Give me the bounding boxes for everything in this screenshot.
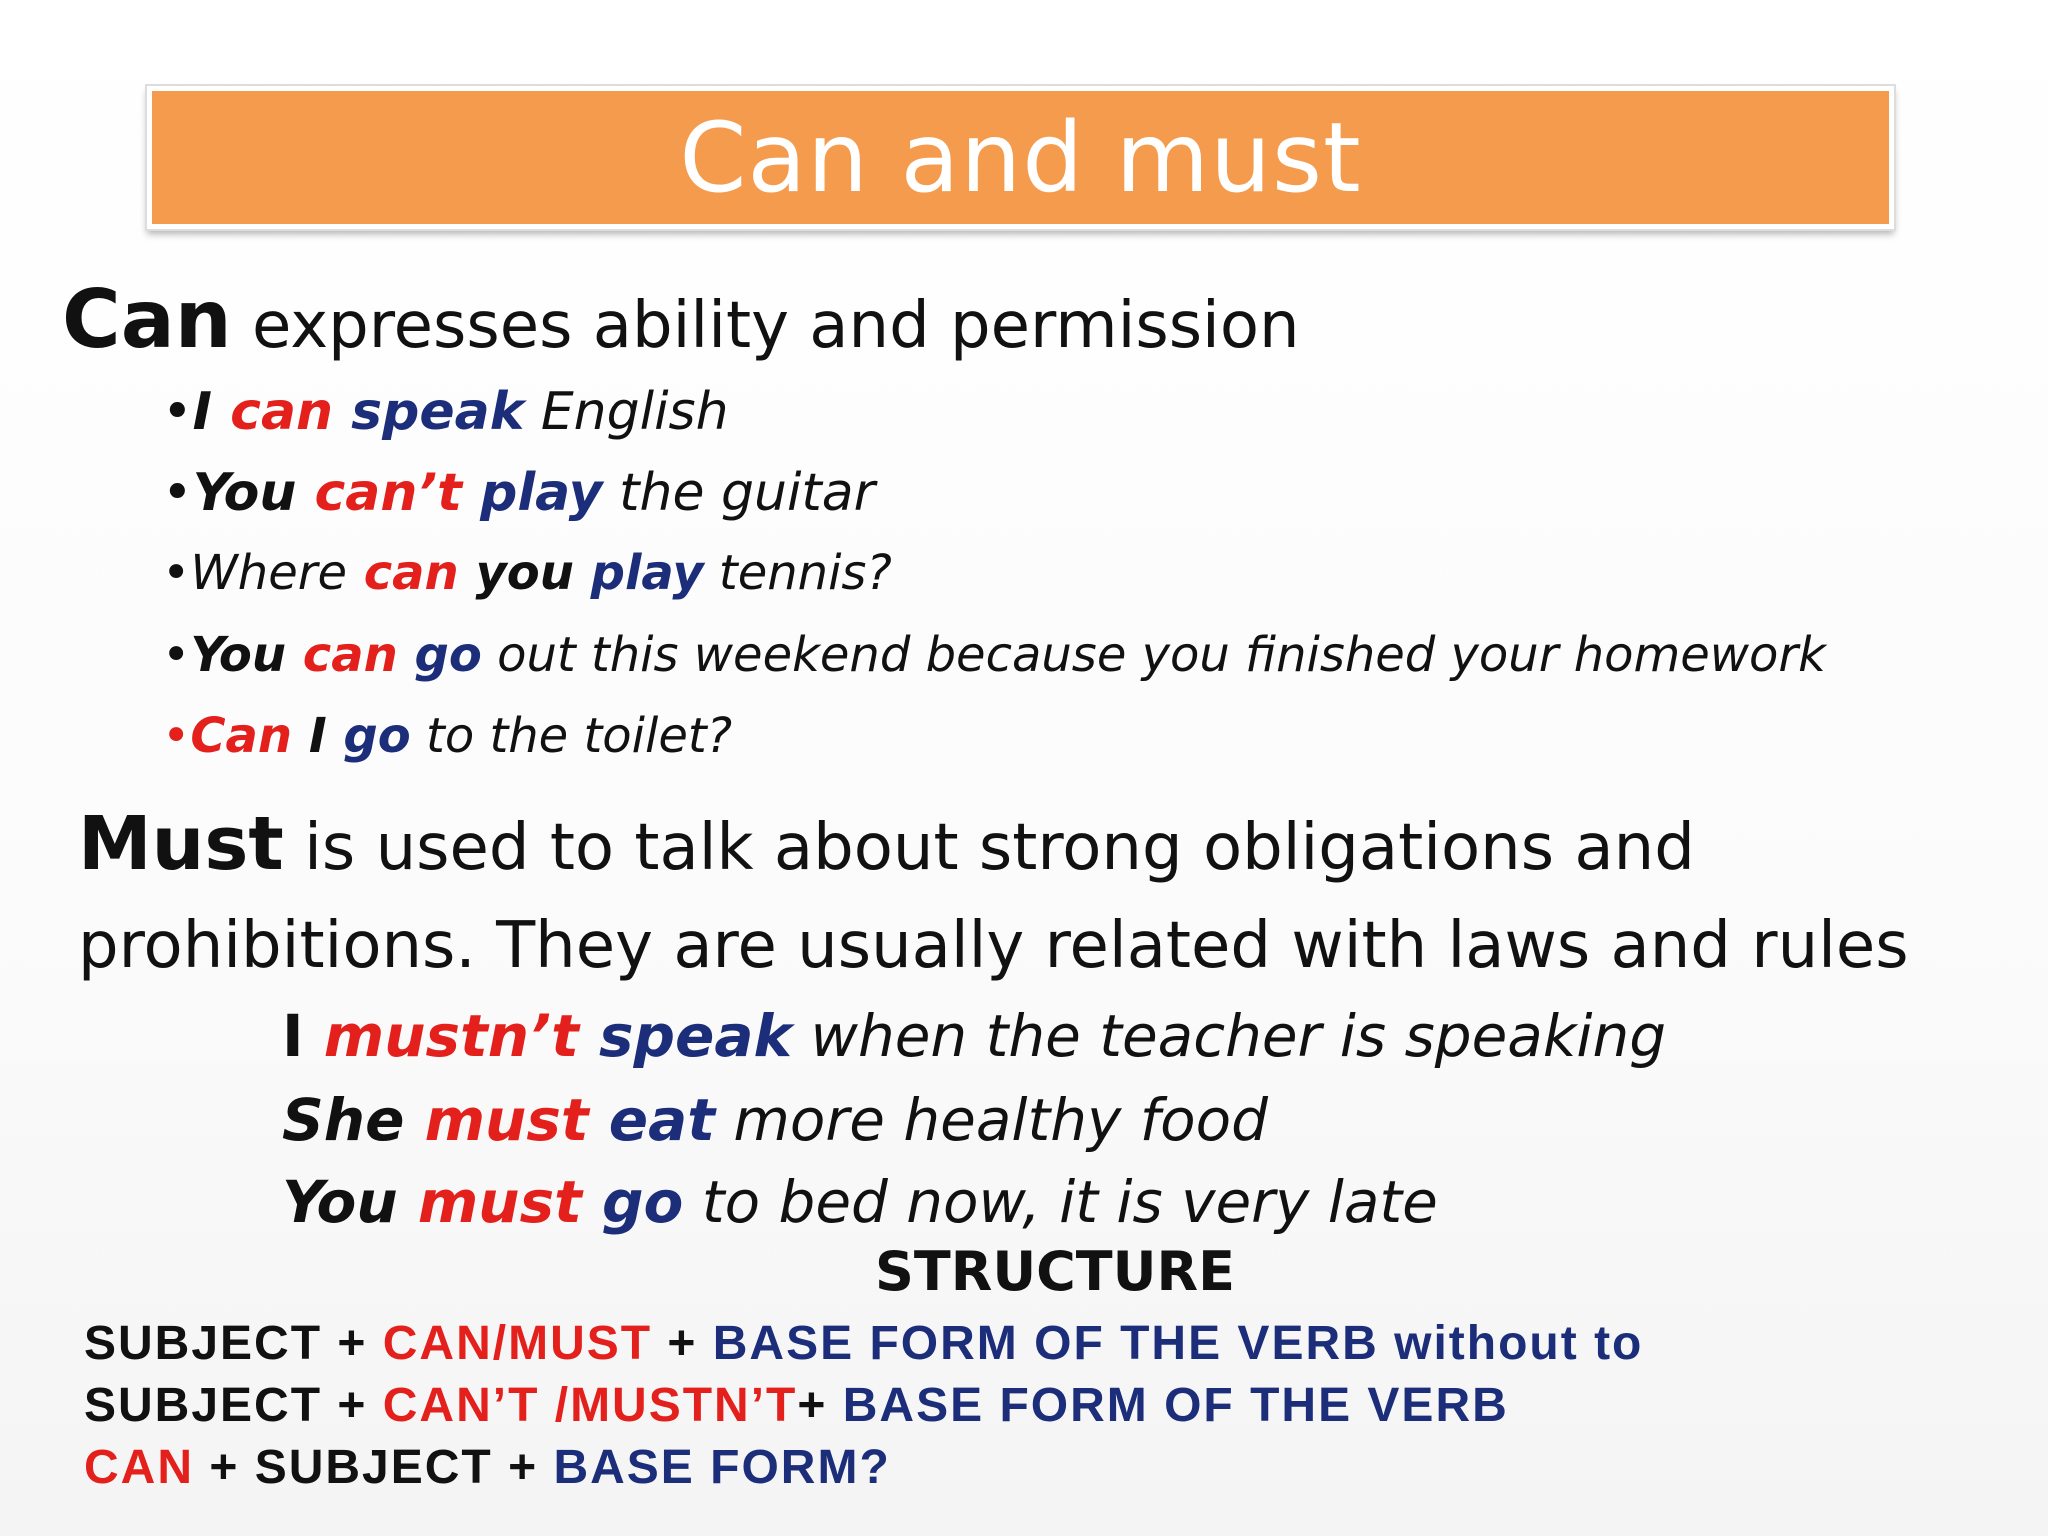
must-keyword: Must: [78, 801, 284, 887]
can-example-3: •Where can you play tennis?: [162, 545, 892, 601]
must-example-3: You must go to bed now, it is very late: [282, 1168, 1438, 1236]
can-example-2: •You can’t play the guitar: [162, 463, 876, 523]
must-heading: [78, 795, 2038, 995]
bullet-icon: •: [162, 382, 193, 442]
bullet-icon: •: [162, 627, 191, 683]
can-keyword: Can: [62, 273, 232, 366]
structure-title: STRUCTURE: [875, 1240, 1235, 1303]
can-description: expresses ability and permission: [231, 289, 1300, 363]
title-banner: [152, 91, 1889, 224]
must-example-1: I mustn’t speak when the teacher is speaking: [282, 1002, 1667, 1070]
bullet-icon: •: [162, 463, 193, 523]
structure-rule-3: CAN + SUBJECT + BASE FORM?: [84, 1441, 891, 1494]
structure-rule-1: SUBJECT + CAN/MUST + BASE FORM OF THE VERB without to: [84, 1317, 1644, 1370]
can-example-1: •I can speak English: [162, 382, 729, 442]
bullet-icon: •: [162, 545, 191, 601]
structure-rule-2: SUBJECT + CAN’T /MUSTN’T+ BASE FORM OF THE VERB: [84, 1379, 1509, 1432]
must-example-2: She must eat more healthy food: [282, 1086, 1268, 1154]
can-heading: [62, 273, 1300, 366]
bullet-icon: •: [162, 708, 191, 764]
must-description: is used to talk about strong obligations and prohibitions. They are usually related with laws and rules: [78, 811, 1909, 983]
can-example-4: •You can go out this weekend because you finished your homework: [162, 627, 1826, 683]
can-example-5: •Can I go to the toilet?: [162, 708, 733, 764]
slide-title: Can and must: [679, 101, 1362, 214]
